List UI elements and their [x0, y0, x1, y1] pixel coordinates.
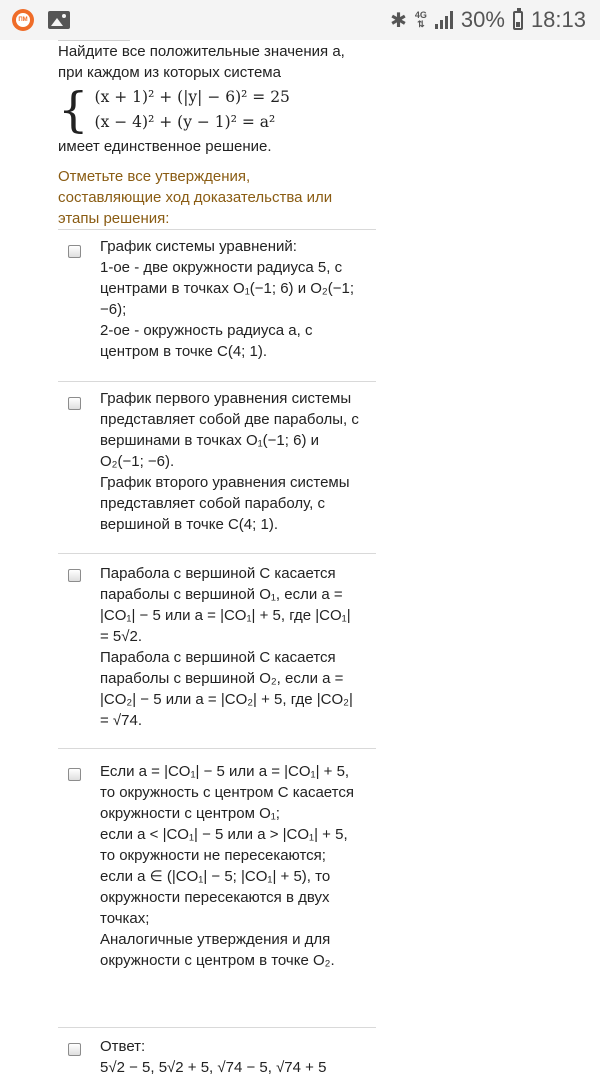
status-bar	[0, 0, 600, 40]
problem-statement	[58, 42, 358, 158]
option-text: Если a = |CO₁| − 5 или a = |CO₁| + 5, то окружность с центром C касается окружности с центром O₁; если a < |CO₁| − 5 или a > |CO₁| + 5, то окружности не пересекаются; если a ∈ (|CO₁| − 5; |CO₁| + 5), то окружности пересекаются в двух точках; Аналогичные утверждения и для окружности с центром в точке O₂.	[100, 763, 354, 969]
equation-1: (x + 1)² + (|y| − 6)² = 25	[94, 88, 290, 106]
option-checkbox[interactable]	[68, 397, 81, 410]
answer-option[interactable]	[58, 381, 376, 554]
instruction-text: Отметьте все утверждения, составляющие ход доказательства или этапы решения:	[58, 168, 333, 227]
option-text: График первого уравнения системы представляет собой две параболы, с вершинами в точках O₁(−1; 6) и O₂(−1; −6). График второго уравнения системы представляет собой параболу, с вершиной в точке C(4; 1).	[100, 390, 359, 533]
option-text: Ответ: 5√2 − 5, 5√2 + 5, √74 − 5, √74 + 5	[100, 1038, 327, 1076]
problem-intro-2: при каждом из которых система	[58, 63, 281, 81]
answer-option[interactable]	[58, 748, 376, 1028]
system-brace: {	[58, 82, 89, 138]
app-notification-icon: ПМ	[12, 9, 34, 31]
answer-option[interactable]	[58, 1027, 376, 1088]
image-notification-icon	[48, 11, 70, 29]
divider	[58, 40, 130, 41]
battery-icon	[513, 11, 523, 30]
clock: 18:13	[530, 7, 586, 32]
option-checkbox[interactable]	[68, 1043, 81, 1056]
option-text: Парабола с вершиной C касается параболы с вершиной O₁, если a = |CO₁| − 5 или a = |CO₁| + 5, где |CO₁| = 5√2. Парабола с вершиной C касается параболы с вершиной O₂, если a = |CO₂| − 5 или a = |CO₂| + 5, где |CO₂| = √74.	[100, 565, 353, 729]
option-text: График системы уравнений: 1-ое - две окружности радиуса 5, с центрами в точках O₁(−1; 6) и O₂(−1; −6); 2-ое - окружность радиуса a, с центром в точке C(4; 1).	[100, 238, 354, 360]
equation-2: (x − 4)² + (y − 1)² = a²	[94, 113, 276, 131]
bluetooth-icon: ✱	[390, 9, 407, 32]
option-checkbox[interactable]	[68, 569, 81, 582]
option-checkbox[interactable]	[68, 768, 81, 781]
answer-option[interactable]	[58, 229, 376, 382]
equation-system	[58, 82, 358, 138]
page-content	[0, 40, 600, 1076]
problem-outro: имеет единственное решение.	[58, 138, 272, 155]
signal-icon	[435, 11, 453, 29]
answer-option[interactable]	[58, 553, 376, 749]
option-checkbox[interactable]	[68, 245, 81, 258]
network-type: 4G ⇅	[414, 10, 427, 29]
battery-percent: 30%	[460, 7, 505, 32]
problem-intro-1: Найдите все положительные значения a,	[58, 43, 345, 60]
